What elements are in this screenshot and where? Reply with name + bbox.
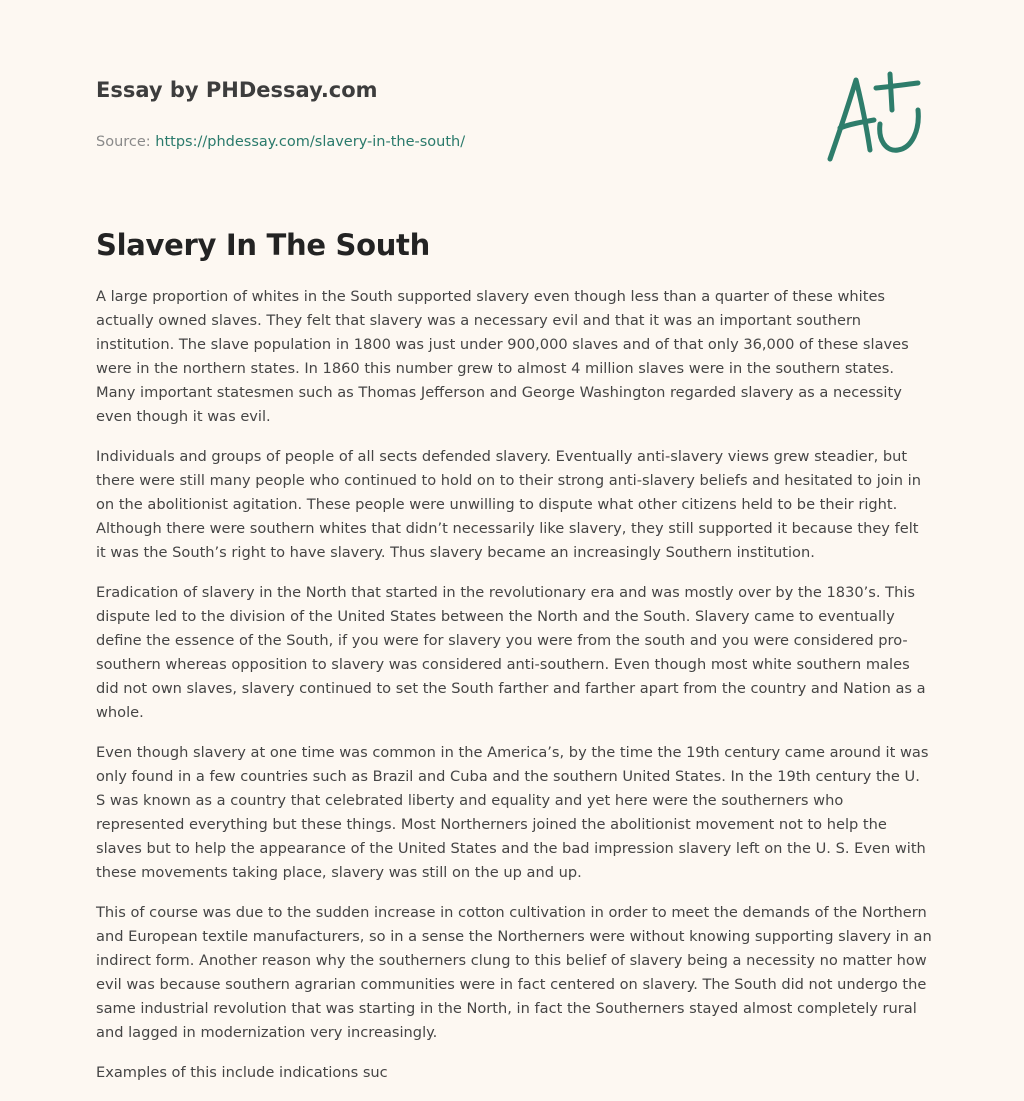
essay-body	[96, 285, 932, 1101]
essay-paragraph: Examples of this include indications suc	[96, 1064, 388, 1081]
source-label: Source:	[96, 134, 156, 150]
source-link[interactable]: https://phdessay.com/slavery-in-the-south/	[155, 134, 466, 150]
essay-paragraph: Individuals and groups of people of all sects defended slavery. Eventually anti-slavery views grew steadier, but there were still many people who continued to hold on to their strong anti-slavery beliefs and hesitated to join in on the abolitionist agitation. These people were unwilling to dispute what other citizens held to be their right. Although there were southern whites that didn’t necessarily like slavery, they still supported it because they felt it was the South’s right to have slavery. Thus slavery became an increasingly Southern institution.	[96, 448, 921, 561]
essay-title: Slavery In The South	[96, 228, 430, 262]
essay-paragraph: Eradication of slavery in the North that started in the revolutionary era and was mostly over by the 1830’s. This dispute led to the division of the United States between the North and the South. Slavery came to eventually define the essence of the South, if you were for slavery you were from the south and you were considered pro-southern whereas opposition to slavery was considered anti-southern. Even though most white southern males did not own slaves, slavery continued to set the South farther and farther apart from the country and Nation as a whole.	[96, 584, 926, 721]
source-line	[96, 132, 736, 152]
essay-paragraph: A large proportion of whites in the South supported slavery even though less than a quarter of these whites actually owned slaves. They felt that slavery was a necessary evil and that it was an important southern institution. The slave population in 1800 was just under 900,000 slaves and of that only 36,000 of these slaves were in the northern states. In 1860 this number grew to almost 4 million slaves were in the southern states. Many important statesmen such as Thomas Jefferson and George Washington regarded slavery as a necessity even though it was evil.	[96, 288, 909, 425]
essay-paragraph: Even though slavery at one time was common in the America’s, by the time the 19th century came around it was only found in a few countries such as Brazil and Cuba and the southern United States. In the 19th century the U. S was known as a country that celebrated liberty and equality and yet here were the southerners who represented everything but these things. Most Northerners joined the abolitionist movement not to help the slaves but to help the appearance of the United States and the bad impression slavery left on the U. S. Even with these movements taking place, slavery was still on the up and up.	[96, 744, 929, 881]
page-header	[96, 76, 736, 152]
a-plus-grade-icon	[820, 66, 928, 166]
brand-title: Essay by PHDessay.com	[96, 78, 378, 102]
essay-paragraph: This of course was due to the sudden increase in cotton cultivation in order to meet the demands of the Northern and European textile manufacturers, so in a sense the Northerners were without knowing supporting slavery in an indirect form. Another reason why the southerners clung to this belief of slavery being a necessity no matter how evil was because southern agrarian communities were in fact centered on slavery. The South did not undergo the same industrial revolution that was starting in the North, in fact the Southerners stayed almost completely rural and lagged in modernization very increasingly.	[96, 904, 932, 1041]
